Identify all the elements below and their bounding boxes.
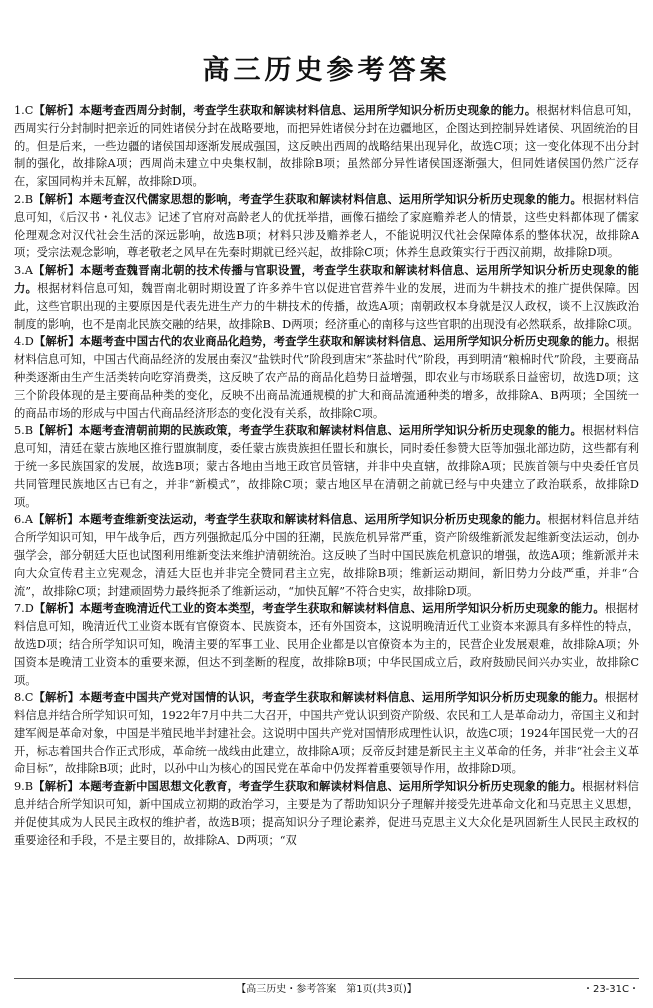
analysis-tag: 【解析】	[33, 602, 80, 616]
question-focus: 本题考查中国古代的农业商品化趋势，考查学生获取和解读材料信息、运用所学知识分析历史现象的能力。	[79, 335, 617, 349]
answer-item-4	[14, 333, 639, 422]
analysis-tag: 【解析】	[33, 104, 80, 117]
analysis-text: 根据材料信息并结合所学知识可知，甲午战争后，西方列强掀起瓜分中国的狂潮，民族危机异常严重，资产阶级维新派发起维新变法运动，创办强学会，部分朝廷大臣也试图利用维新变法来维护清朝统治。这反映了当时中国民族危机意识的增强，故选A项；维新派并未向大众宣传君主立宪观念，清廷大臣也并非完全赞同君主立宪，故排除B项；维新运动期间，新旧势力分歧严重，并非“合流”，故排除C项；封建顽固势力最终扼杀了维新运动，“加快瓦解”不符合史实，故排除D项。	[14, 513, 639, 598]
answer-item-1	[14, 102, 639, 191]
question-focus: 本题考查晚清近代工业的资本类型，考查学生获取和解读材料信息、运用所学知识分析历史现象的能力。	[79, 602, 605, 616]
question-focus: 本题考查新中国思想文化教育，考查学生获取和解读材料信息、运用所学知识分析历史现象的能力。	[78, 780, 582, 794]
question-focus: 本题考查中国共产党对国情的认识，考查学生获取和解读材料信息、运用所学知识分析历史现象的能力。	[79, 691, 605, 705]
answer-item-2	[14, 191, 639, 262]
analysis-text: 根据材料信息可知，西周实行分封制时把亲近的同姓诸侯分封在战略要地，而把异姓诸侯分封在边疆地区，企图达到控制异姓诸侯、巩固统治的目的。但是后来，一些边疆的诸侯国却逐渐发展成强国，这反映出西周的战略结果出现异化，故选C项；这一变化体现不出分封制的强化，故排除A项；西周尚未建立中央集权制，故排除B项；虽然部分异性诸侯国逐渐强大，但同姓诸侯国仍然广泛存在，家国同构并未瓦解，故排除D项。	[14, 104, 639, 189]
analysis-text: 根据材料信息可知，《后汉书・礼仪志》记述了官府对高龄老人的优抚举措，画像石描绘了家庭赡养老人的情景，这些史料都体现了儒家伦理观念对汉代社会生活的深远影响，故选B项；材料只涉及赡养老人，不能说明汉代社会保障体系的整体状况，故排除A项；受宗法观念影响，尊老敬老之风早在先秦时期就已经兴起，故排除C项；休养生息政策实行于西汉前期，故排除D项。	[14, 192, 639, 260]
question-focus: 本题考查清朝前期的民族政策，考查学生获取和解读材料信息、运用所学知识分析历史现象的能力。	[78, 424, 582, 438]
question-focus: 本题考查汉代儒家思想的影响，考查学生获取和解读材料信息、运用所学知识分析历史现象的能力。	[78, 192, 582, 206]
answer-number: 5.B	[14, 424, 34, 438]
analysis-tag: 【解析】	[33, 424, 79, 438]
answer-number: 2.B	[14, 192, 34, 206]
answer-number: 7.D	[14, 602, 34, 616]
analysis-tag: 【解析】	[33, 335, 80, 349]
analysis-text: 根据材料信息可知，晚清近代工业资本既有官僚资本、民族资本，还有外国资本，这说明晚清近代工业资本来源具有多样性的特点，故选D项；结合所学知识可知，晚清主要的军事工业、民用企业都是以官僚资本为主的，民营企业发展艰难，故排除A项；外国资本是晚清工业资本的重要来源，但达不到垄断的程度，故排除B项；中华民国成立后，政府鼓励民间兴办实业，故排除C项。	[14, 602, 639, 687]
analysis-text: 根据材料信息可知，中国古代商品经济的发展由秦汉“盐铁时代”阶段到唐宋“茶盐时代”阶段，再到明清“粮棉时代”阶段，主要商品种类逐渐由生产生活类转向吃穿消费类，这反映了农产品的商品化趋势日益增强，即农业与市场联系日益密切，故选D项；这三个阶段体现的是主要商品种类的变化，反映不出商品流通规模的扩大和商品流通种类的增多，故排除A、B两项；全国统一的商品市场的形成与中国古代商品经济形态的变化没有关系，故排除C项。	[14, 335, 639, 420]
answer-number: 6.A	[14, 513, 33, 527]
answer-number: 1.C	[14, 104, 34, 117]
page-title: 高三历史参考答案	[202, 55, 451, 86]
footer-exam-code: ・23-31C・	[582, 984, 639, 995]
analysis-tag: 【解析】	[32, 264, 80, 278]
analysis-tag: 【解析】	[33, 691, 80, 705]
question-focus: 本题考查维新变法运动，考查学生获取和解读材料信息、运用所学知识分析历史现象的能力。	[78, 513, 548, 527]
answer-list	[14, 102, 639, 849]
answer-item-8	[14, 689, 639, 778]
question-focus: 本题考查西周分封制，考查学生获取和解读材料信息、运用所学知识分析历史现象的能力。	[79, 104, 537, 117]
footer-page-info: 【高三历史・参考答案 第1页(共3页)】	[236, 984, 417, 995]
analysis-tag: 【解析】	[33, 192, 79, 206]
answer-item-5	[14, 422, 639, 511]
question-focus: 本题考查魏晋南北朝的技术传播与官职设置，考查学生获取和解读材料信息、运用所学知识分析历史现象的能力。	[14, 264, 639, 295]
analysis-text: 根据材料信息并结合所学知识可知，新中国成立初期的政治学习，主要是为了帮助知识分子理解并接受先进革命文化和马克思主义思想，并促使其成为人民民主政权的维护者，故选B项；提高知识分子理论素养，促进马克思主义大众化是巩固新生人民民主政权的重要途径和手段，不是主要目的，故排除A、D两项；“双	[14, 780, 639, 847]
analysis-text: 根据材料信息可知，清廷在蒙古族地区推行盟旗制度，委任蒙古族贵族担任盟长和旗长，同时委任参赞大臣等加强北部边防，这些都有利于统一多民族国家的发展，故选B项；蒙古各地由当地王政官员管辖，并非中央直辖，故排除A项；民族首领与中央委任官员共同管理民族地区古已有之，并非“新模式”，故排除C项；蒙古地区早在清朝之前就已经与中央建立了政治联系，故排除D项。	[14, 424, 639, 509]
page-footer	[14, 978, 639, 998]
answer-item-7	[14, 600, 639, 689]
analysis-text: 根据材料信息并结合所学知识可知，1922年7月中共二大召开，中国共产党认识到资产阶级、农民和工人是革命动力，帝国主义和封建军阀是革命对象，中国是半殖民地半封建社会。这说明中国共产党对国情形成理性认识，故选C项；1924年国民党一大的召开，标志着国共合作正式形成，革命统一战线由此建立，故排除A项；反帝反封建是新民主主义革命的任务，并非“社会主义革命目标”，故排除B项；此时，以孙中山为核心的国民党在革命中仍发挥着重要领导作用，故排除D项。	[14, 691, 639, 776]
answer-number: 9.B	[14, 780, 34, 794]
answer-number: 3.A	[14, 264, 33, 278]
analysis-text: 根据材料信息可知，魏晋南北朝时期设置了许多养牛官以促进官营养牛业的发展，进而为牛耕技术的推广提供保障。因此，这些官职出现的主要原因是代表先进生产力的牛耕技术的传播，故选A项；南朝政权本身就是汉人政权，谈不上汉族政治制度的影响，也不是南北民族交融的结果，故排除B、D两项；经济重心的南移与这些官职的出现没有必然联系，故排除C项。	[14, 281, 639, 331]
answer-item-3	[14, 262, 639, 333]
answer-item-9	[14, 778, 639, 849]
answer-item-6	[14, 511, 639, 600]
answer-number: 8.C	[14, 691, 34, 705]
answer-number: 4.D	[14, 335, 34, 349]
analysis-tag: 【解析】	[33, 780, 79, 794]
analysis-tag: 【解析】	[32, 513, 79, 527]
